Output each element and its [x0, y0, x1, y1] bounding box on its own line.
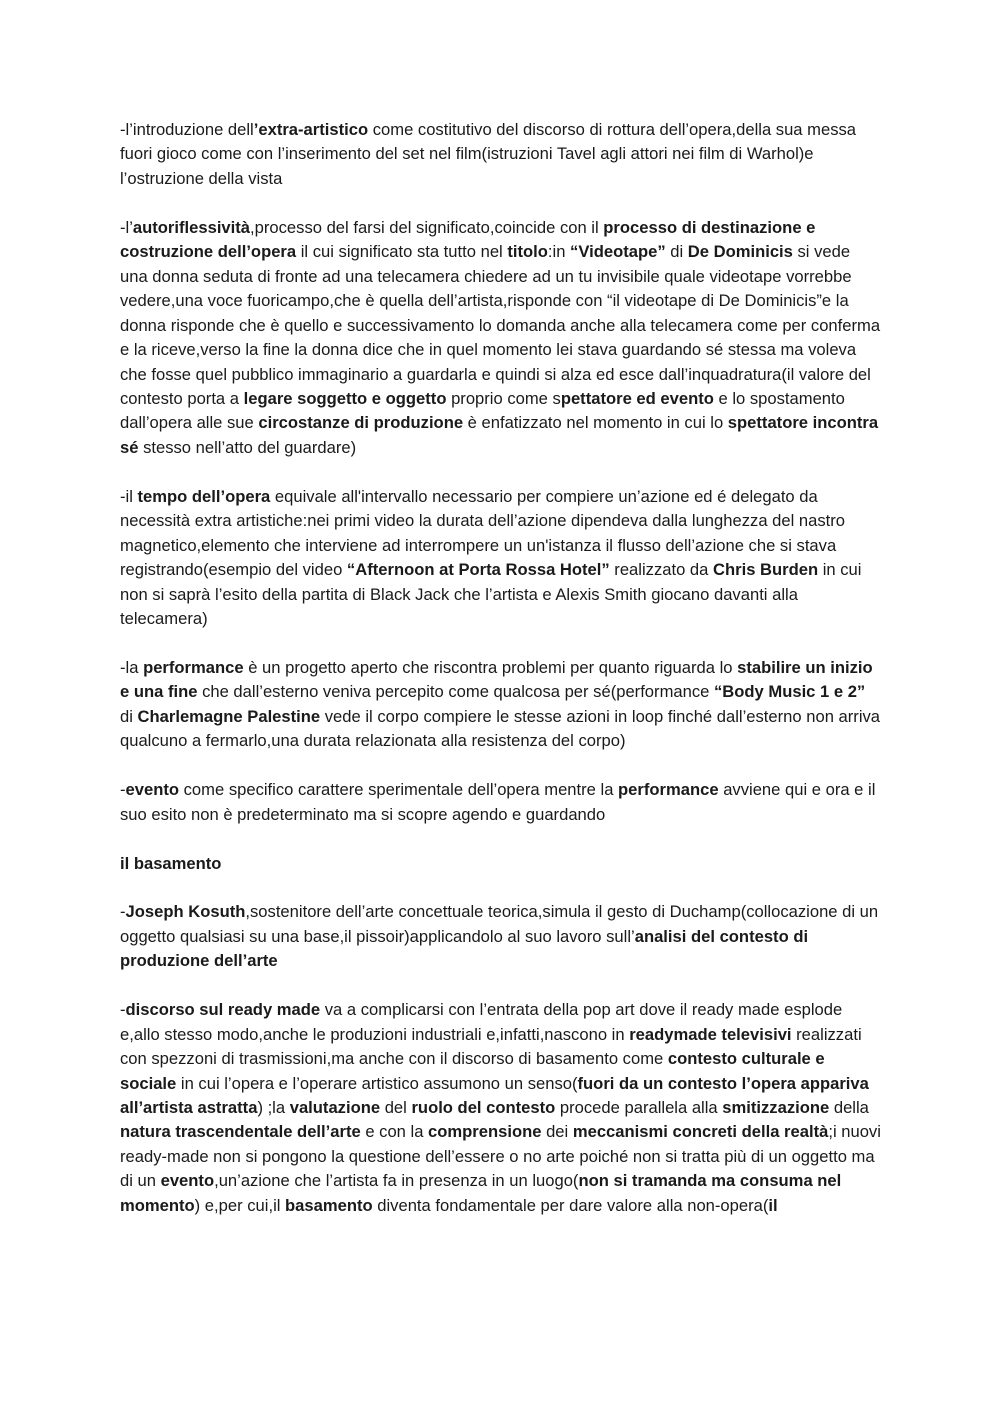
bold-text-run: il	[768, 1195, 778, 1215]
text-run: in cui non si saprà l’esito della partita di Black Jack che l’artista e Alexis Smith giocano davanti alla telecamera)	[120, 560, 862, 629]
text-run: è un progetto aperto che riscontra problemi per quanto riguarda lo	[243, 657, 738, 677]
bold-text-run: ruolo del contesto	[411, 1098, 556, 1118]
bold-text-run: Charlemagne Palestine	[137, 706, 321, 726]
text-run: di	[120, 706, 138, 726]
bold-text-run: smitizzazione	[722, 1098, 830, 1118]
paragraph-kosuth	[120, 900, 882, 973]
bold-text-run: Joseph Kosuth	[125, 902, 246, 922]
text-run: dei	[541, 1122, 573, 1142]
text-run: è enfatizzato nel momento in cui lo	[463, 413, 728, 433]
text-run: ,processo del farsi del significato,coincide con il	[250, 217, 604, 237]
bold-text-run: ’extra-artistico	[253, 120, 369, 139]
bold-text-run: “Videotape”	[570, 242, 666, 262]
bold-text-run: De Dominicis	[687, 242, 793, 262]
text-run: avviene qui e ora e il suo esito non è predeterminato ma si scopre agendo e guardando	[120, 780, 876, 824]
bold-text-run: non si tramanda ma consuma nel momento	[120, 1171, 842, 1215]
text-run: in cui l’opera e l’operare artistico assumono un senso(	[176, 1073, 578, 1093]
text-run: -il	[120, 486, 138, 506]
bold-text-run: performance	[618, 780, 719, 800]
bold-text-run: tempo dell’opera	[137, 486, 271, 506]
bold-text-run: comprensione	[428, 1122, 542, 1142]
text-run: :in	[547, 242, 571, 262]
text-run: -la	[120, 657, 144, 677]
text-run: -l’introduzione dell	[120, 120, 254, 139]
text-run: come specifico carattere sperimentale dell’opera mentre la	[179, 780, 619, 800]
text-run: ) e,per cui,il	[194, 1195, 286, 1215]
bold-text-run: performance	[143, 657, 244, 677]
text-run: che dall’esterno veniva percepito come qualcosa per sé(performance	[197, 682, 714, 702]
bold-text-run: evento	[125, 780, 180, 800]
text-run: -	[120, 1000, 126, 1020]
bold-text-run: stabilire un inizio e una fine	[120, 657, 873, 702]
paragraph-evento	[120, 778, 882, 827]
text-run: equivale all'intervallo necessario per compiere un’azione ed é delegato da necessità extra artistiche:nei primi video la durata dell’azione dipendeva dalla lunghezza del nastro magnetico,elemento che interviene ad interrompere un un'istanza il flusso dell’azione che si stava registrando(esempio del video	[120, 486, 846, 580]
text-run: -	[120, 902, 126, 922]
bold-text-run: il basamento	[120, 853, 222, 873]
text-run: ) ;la	[257, 1098, 290, 1118]
text-run: vede il corpo compiere le stesse azioni in loop finché dall’esterno non arriva qualcuno a fermarlo,una durata relazionata alla resistenza del corpo)	[120, 706, 881, 751]
paragraph-extra-artistico	[120, 118, 882, 191]
text-run: come costitutivo del discorso di rottura dell’opera,della sua messa fuori gioco come con l’inserimento del set nel film(istruzioni Tavel agli attori nei film di Warhol)e l’ostruzione della vista	[120, 120, 857, 188]
text-run: si vede una donna seduta di fronte ad una telecamera chiedere ad un tu invisibile quale videotape vorrebbe vedere,una voce fuoricampo,che è quella dell’artista,risponde con “il videotape di De Dominicis”e la donna risponde che è quello e successivamento lo domanda anche alla telecamera come per conferma e la riceve,verso la fine la donna dice che in quel momento lei stava guardando sé stessa ma voleva che fosse quel pubblico immaginario a guardarla e quindi si alza ed esce dall’inquadratura(il valore del contesto porta a	[120, 242, 881, 408]
bold-text-run: valutazione	[289, 1098, 381, 1118]
text-run: ,un’azione che l’artista fa in presenza in un luogo(	[214, 1171, 579, 1191]
bold-text-run: basamento	[285, 1195, 373, 1215]
text-run: del	[380, 1098, 412, 1118]
paragraph-autoriflessivita	[120, 216, 882, 461]
bold-text-run: spettatore incontra sé	[120, 413, 879, 457]
bold-text-run: natura trascendentale dell’arte	[120, 1122, 361, 1142]
bold-text-run: meccanismi concreti della realtà	[572, 1122, 829, 1142]
text-run: va a complicarsi con l’entrata della pop art dove il ready made esplode e,allo stesso modo,anche le produzioni industriali e,infatti,nascono in	[120, 1000, 843, 1044]
bold-text-run: processo di destinazione e costruzione dell’opera	[120, 217, 816, 262]
bold-text-run: evento	[160, 1171, 215, 1191]
text-run: ,sostenitore dell’arte concettuale teorica,simula il gesto di Duchamp(collocazione di un oggetto qualsiasi su una base,il pissoir)applicandolo al suo lavoro sull’	[120, 902, 879, 946]
text-run: di	[665, 242, 688, 262]
paragraph-performance	[120, 656, 882, 754]
text-run: della	[829, 1098, 869, 1118]
bold-text-run: pettatore ed evento	[560, 388, 714, 408]
text-run: e con la	[360, 1122, 429, 1142]
bold-text-run: circostanze di produzione	[258, 413, 464, 433]
bold-text-run: discorso sul ready made	[125, 1000, 321, 1020]
bold-text-run: “Body Music 1 e 2”	[713, 682, 866, 702]
text-run: ;i nuovi ready-made non si pongono la questione dell’essere o no arte poiché non si tratta più di un oggetto ma di un	[120, 1122, 881, 1191]
text-run: e lo spostamento dall’opera alle sue	[120, 388, 845, 433]
bold-text-run: legare soggetto e oggetto	[243, 388, 447, 408]
document-page	[120, 118, 882, 1243]
text-run: -l’	[120, 217, 133, 237]
text-run: il cui significato sta tutto nel	[296, 242, 508, 262]
bold-text-run: analisi del contesto di produzione dell’arte	[120, 926, 809, 971]
bold-text-run: Chris Burden	[713, 560, 819, 580]
text-run: procede parallela alla	[555, 1098, 723, 1118]
paragraph-ready-made	[120, 998, 882, 1218]
bold-text-run: contesto culturale e sociale	[120, 1049, 825, 1093]
text-run: realizzati con spezzoni di trasmissioni,ma anche con il discorso di basamento come	[120, 1024, 862, 1069]
bold-text-run: titolo	[507, 242, 548, 262]
bold-text-run: readymade televisivi	[629, 1024, 792, 1044]
section-heading-basamento	[120, 852, 882, 876]
bold-text-run: “Afternoon at Porta Rossa Hotel”	[346, 560, 610, 580]
text-run: stesso nell’atto del guardare)	[138, 437, 357, 457]
text-run: -	[120, 780, 126, 800]
text-run: proprio come s	[446, 388, 561, 408]
paragraph-tempo-opera	[120, 485, 882, 632]
text-run: realizzato da	[609, 560, 713, 580]
text-run: diventa fondamentale per dare valore alla non-opera(	[372, 1195, 769, 1215]
bold-text-run: fuori da un contesto l’opera appariva all’artista astratta	[120, 1073, 869, 1118]
bold-text-run: autoriflessività	[132, 217, 251, 237]
